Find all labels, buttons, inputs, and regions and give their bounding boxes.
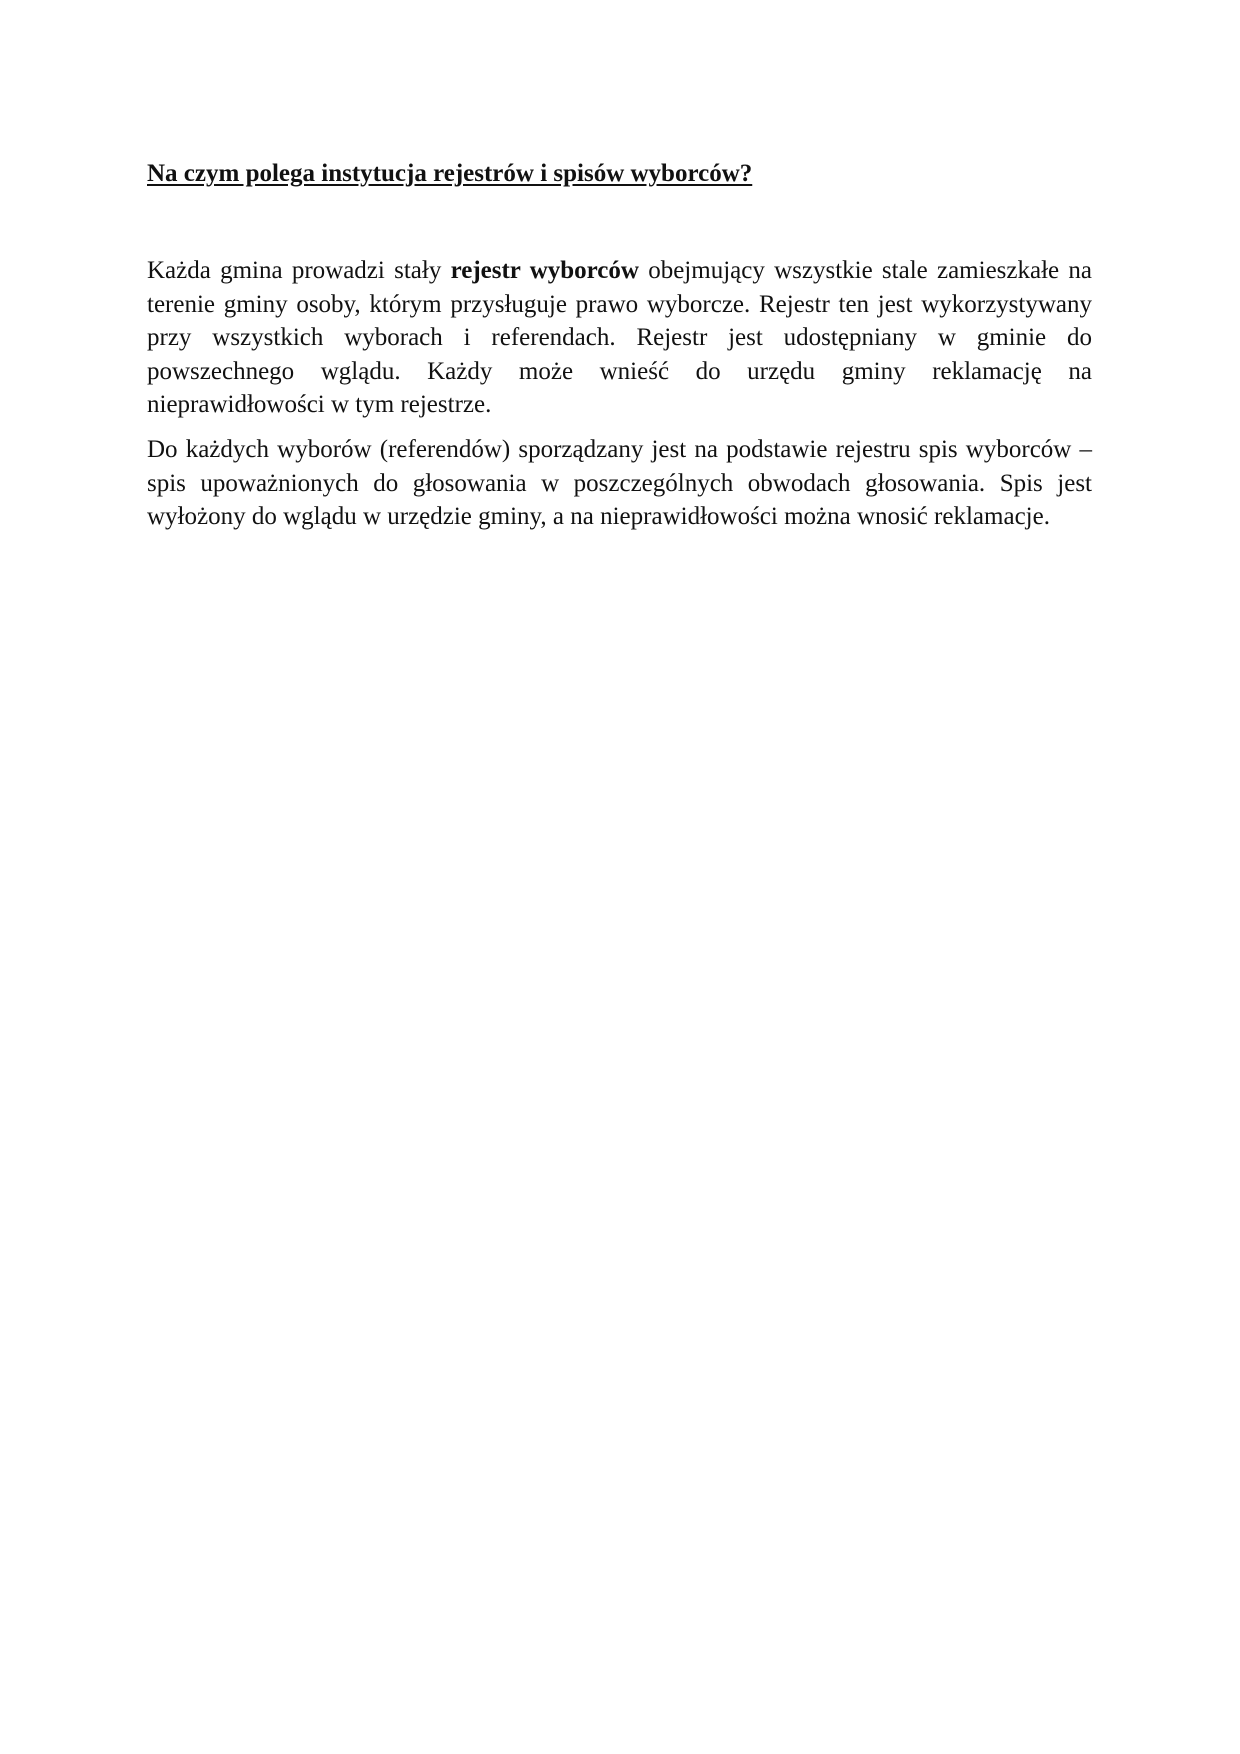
bold-term-voter-register: rejestr wyborców xyxy=(450,257,639,284)
paragraph-voter-list: Do każdych wyborów (referendów) sporządzany jest na podstawie rejestru spis wyborców – spis upoważnionych do głosowania w poszczególnych obwodach głosowania. Spis jest wyłożony do wglądu w urzędzie gminy, a na nieprawidłowości można wnosić reklamacje. xyxy=(147,436,1092,530)
document-title: Na czym polega instytucja rejestrów i spisów wyborców? xyxy=(147,160,753,187)
paragraph-1-intro: Każda gmina prowadzi stały xyxy=(147,257,451,284)
paragraph-1-rest: obejmujący wszystkie stale zamieszkałe na terenie gminy osoby, którym przysługuje prawo wyborcze. Rejestr ten jest wykorzystywany przy wszystkich wyborach i referendach. Rejestr jest udostępniany w gminie do powszechnego wglądu. Każdy może wnieść do urzędu gminy reklamację na nieprawidłowości w tym rejestrze. xyxy=(147,257,1092,418)
paragraph-voter-register xyxy=(147,254,1092,422)
